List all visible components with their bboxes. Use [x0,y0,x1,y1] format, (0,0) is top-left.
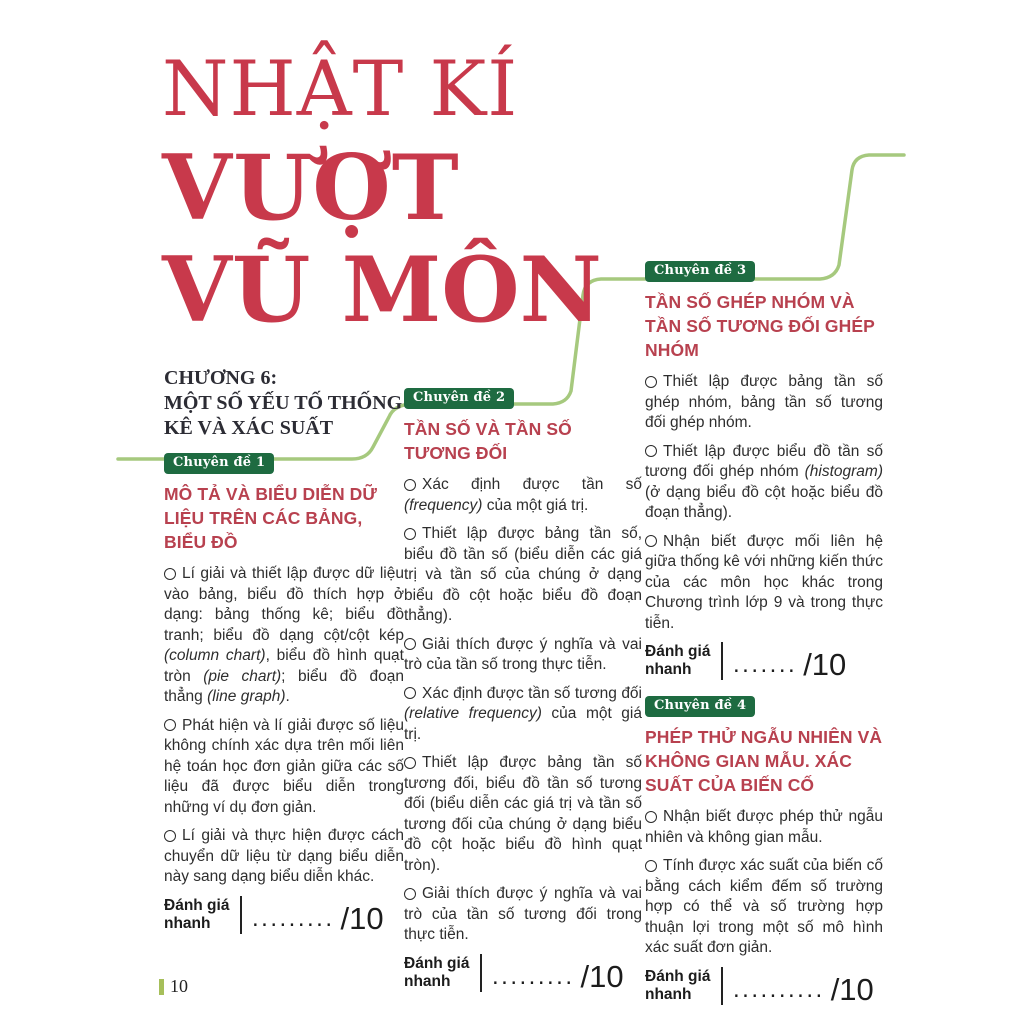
circle-bullet-icon [404,528,416,540]
circle-bullet-icon [645,811,657,823]
chapter-heading [164,366,414,441]
objective-item: Giải thích được ý nghĩa và vai trò của tần số trong thực tiễn. [404,635,642,673]
topic-badge: Chuyên đề 1 [164,453,274,474]
rating-label: Đánh giá nhanh [645,967,711,1003]
rating-score: /10 [830,971,874,1007]
quick-rating [404,954,642,992]
objective-item: Lí giải và thực hiện được cách chuyển dữ liệu từ dạng biểu diễn này sang dạng biểu diễn khác. [164,827,404,885]
topic-4-container [645,696,883,1005]
rating-label: Đánh giá nhanh [645,643,711,678]
topic-section-1 [164,453,404,934]
chapter-label: CHƯƠNG 6: [164,367,278,389]
circle-bullet-icon [164,719,176,731]
topic-section-4 [645,696,883,1005]
rating-dots: ....... [733,651,798,678]
objective-item: Thiết lập được bảng tần số tương đối, biểu đồ tần số tương đối (biểu diễn các giá trị và tần số tương đối của chúng ở dạng biểu đồ cột hoặc biểu đồ hình quạt tròn). [404,754,642,874]
rating-score: /10 [340,900,384,936]
book-title [162,40,602,341]
page-number-marker-icon [159,979,164,995]
title-line-1: NHẬT KÍ [162,44,519,133]
rating-score: /10 [803,647,847,682]
topic-3-container [645,261,883,680]
objective-item: Nhận biết được mối liên hệ giữa thống kê với những kiến thức của các môn học khác trong Chương trình lớp 9 và trong thực tiễn. [645,532,883,632]
page-number: 10 [170,976,188,996]
circle-bullet-icon [164,568,176,580]
circle-bullet-icon [645,535,657,547]
circle-bullet-icon [404,757,416,769]
topic-heading: TẦN SỐ VÀ TẦN SỐ TƯƠNG ĐỐI [404,419,572,463]
circle-bullet-icon [404,687,416,699]
quick-rating [164,896,404,934]
title-line-3: VŨ MÔN [162,237,602,343]
rating-divider [240,896,242,934]
objective-item: Lí giải và thiết lập được dữ liệu vào bảng, biểu đồ thích hợp ở dạng: bảng thống kê; biểu đồ tranh; biểu đồ dạng cột/cột kép (column chart), biểu đồ hình quạt tròn (pie chart); biểu đồ đoạn thẳng (line graph). [164,565,404,705]
topic-2-container [404,388,642,992]
topic-heading: TẦN SỐ GHÉP NHÓM VÀ TẦN SỐ TƯƠNG ĐỐI GHÉP NHÓM [645,292,875,360]
topic-heading: MÔ TẢ VÀ BIỂU DIỄN DỮ LIỆU TRÊN CÁC BẢNG, BIỂU ĐỒ [164,484,378,552]
rating-label: Đánh giá nhanh [164,896,230,932]
objective-item: Giải thích được ý nghĩa và vai trò của tần số tương đối trong thực tiễn. [404,885,642,943]
quick-rating [645,967,883,1005]
objective-item: Xác định được tần số (frequency) của một giá trị. [404,476,642,514]
circle-bullet-icon [645,376,657,388]
objective-item: Thiết lập được bảng tần số, biểu đồ tần số (biểu diễn các giá trị và tần số của chúng ở dạng biểu đồ cột hoặc biểu đồ đoạn thẳng). [404,525,642,624]
objective-item: Phát hiện và lí giải được số liệu không chính xác dựa trên mối liên hệ toán học đơn giản giữa các số liệu đã được biểu diễn trong những ví dụ đơn giản. [164,716,404,816]
topic-badge: Chuyên đề 4 [645,696,755,717]
page-footer [159,976,188,997]
circle-bullet-icon [645,445,657,457]
topic-section-3 [645,261,883,680]
circle-bullet-icon [645,860,657,872]
rating-dots: ......... [492,962,575,990]
topic-badge: Chuyên đề 2 [404,388,514,409]
objective-item: Tính được xác suất của biến cố bằng cách kiểm đếm số trường hợp có thể và số trường hợp thuận lợi trong một số mô hình xác suất đơn giản. [645,857,883,956]
topic-1-container [164,453,404,934]
circle-bullet-icon [404,638,416,650]
column-3 [645,261,883,1005]
title-line-2: VƯỢT [162,135,460,241]
rating-score: /10 [580,958,624,994]
circle-bullet-icon [404,888,416,900]
rating-dots: .......... [733,975,825,1003]
rating-divider [721,967,723,1005]
rating-label: Đánh giá nhanh [404,954,470,990]
column-2 [404,388,642,992]
rating-dots: ......... [252,904,335,932]
chapter-title: MỘT SỐ YẾU TỐ THỐNG KÊ VÀ XÁC SUẤT [164,392,403,439]
objective-item: Nhận biết được phép thử ngẫu nhiên và không gian mẫu. [645,808,883,846]
objective-item: Thiết lập được bảng tần số ghép nhóm, bảng tần số tương đối ghép nhóm. [645,373,883,431]
topic-section-2 [404,388,642,992]
circle-bullet-icon [404,479,416,491]
topic-badge: Chuyên đề 3 [645,261,755,282]
topic-heading: PHÉP THỬ NGẪU NHIÊN VÀ KHÔNG GIAN MẪU. XÁC SUẤT CỦA BIẾN CỐ [645,727,883,795]
objective-item: Xác định được tần số tương đối (relative frequency) của một giá trị. [404,684,642,743]
circle-bullet-icon [164,830,176,842]
rating-divider [480,954,482,992]
column-1 [164,366,404,934]
quick-rating [645,642,883,680]
objective-item: Thiết lập được biểu đồ tần số tương đối ghép nhóm (histogram) (ở dạng biểu đồ cột hoặc biểu đồ đoạn thẳng). [645,442,883,521]
rating-divider [721,642,723,680]
